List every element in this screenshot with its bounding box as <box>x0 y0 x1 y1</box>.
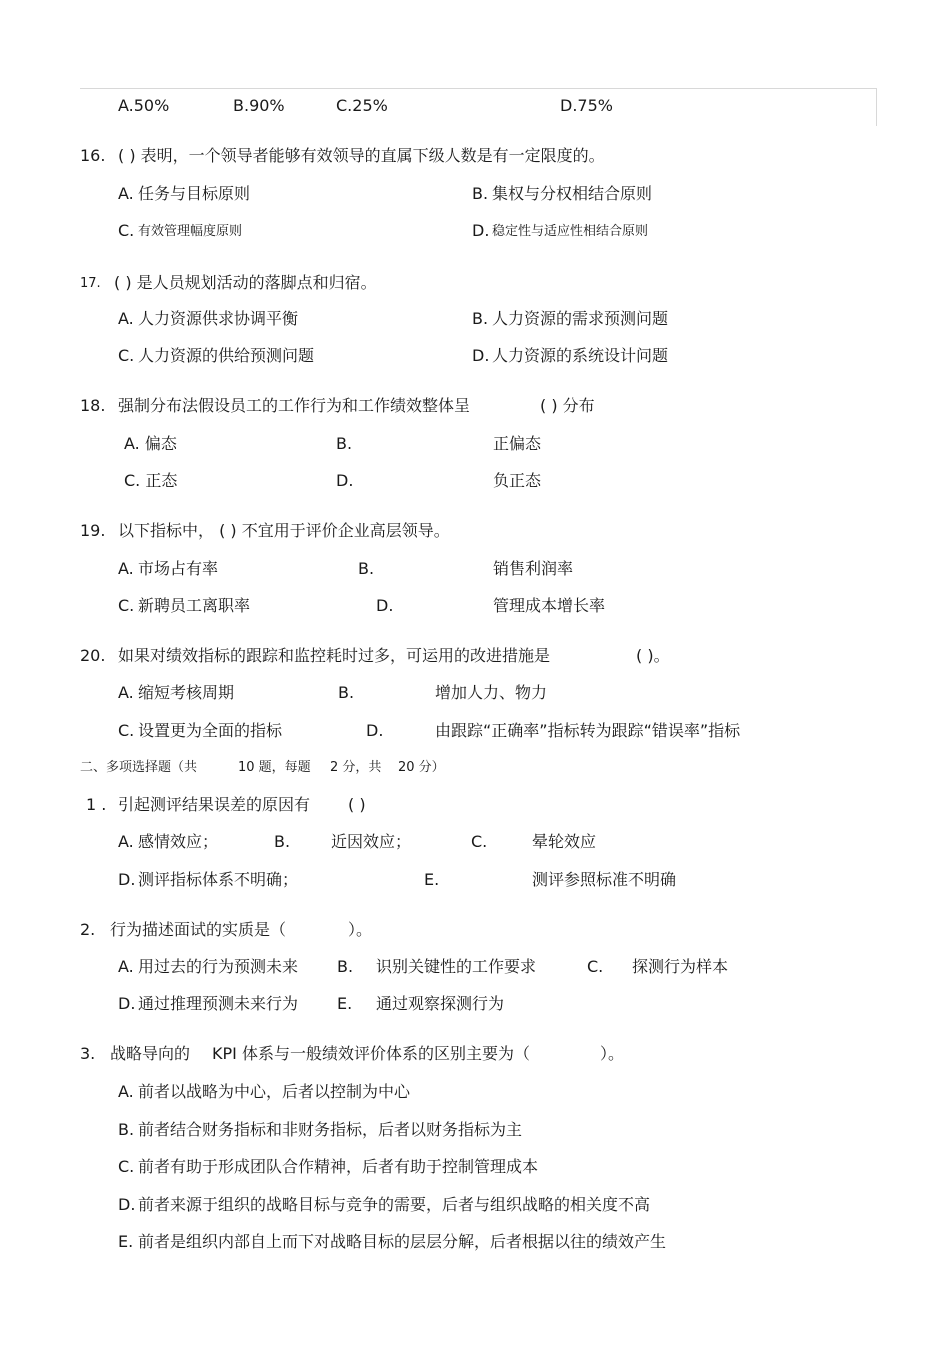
q19-number: 19. <box>80 521 106 540</box>
q16-d-letter: D. <box>472 221 490 240</box>
m3-paren: ）。 <box>600 1044 625 1063</box>
m3-stem-b: KPI 体系与一般绩效评价体系的区别主要为（ <box>212 1044 530 1063</box>
section2-heading-c: 2 分，共 <box>330 760 382 775</box>
m2-number: 2. <box>80 920 96 939</box>
m3-c-text: 前者有助于形成团队合作精神，后者有助于控制管理成本 <box>138 1157 539 1176</box>
q17-a-letter: A. <box>118 309 134 328</box>
m1-number: 1 . <box>86 795 107 814</box>
q17-d-text: 人力资源的系统设计问题 <box>492 346 669 365</box>
q19-c-letter: C. <box>118 596 135 615</box>
q15-option-d: D.75% <box>560 96 613 115</box>
q20-b-letter: B. <box>338 683 355 702</box>
q16-c-text: 有效管理幅度原则 <box>138 224 243 239</box>
m2-b-text: 识别关键性的工作要求 <box>376 957 537 976</box>
q18-option-a: A. 偏态 <box>124 434 177 453</box>
m3-c-letter: C. <box>118 1157 135 1176</box>
m3-b-text: 前者结合财务指标和非财务指标，后者以财务指标为主 <box>138 1120 523 1139</box>
q17-stem: ( ) 是人员规划活动的落脚点和归宿。 <box>114 273 377 292</box>
q20-c-text: 设置更为全面的指标 <box>138 721 283 740</box>
q16-d-text: 稳定性与适应性相结合原则 <box>492 224 649 239</box>
q16-stem: ( ) 表明，一个领导者能够有效领导的直属下级人数是有一定限度的。 <box>118 146 605 165</box>
q18-b-text: 正偏态 <box>493 434 542 453</box>
m2-c-text: 探测行为样本 <box>632 957 729 976</box>
q19-d-letter: D. <box>376 596 394 615</box>
section2-heading-b: 10 题，每题 <box>238 760 311 775</box>
m1-d-letter: D. <box>118 870 136 889</box>
q16-a-text: 任务与目标原则 <box>138 184 251 203</box>
q16-a-letter: A. <box>118 184 134 203</box>
q16-b-text: 集权与分权相结合原则 <box>492 184 653 203</box>
m3-d-letter: D. <box>118 1195 136 1214</box>
q16-c-letter: C. <box>118 221 135 240</box>
q19-b-text: 销售利润率 <box>493 559 574 578</box>
m1-e-letter: E. <box>424 870 440 889</box>
q20-stem: 如果对绩效指标的跟踪和监控耗时过多，可运用的改进措施是 <box>118 646 551 665</box>
q17-c-text: 人力资源的供给预测问题 <box>138 346 315 365</box>
q20-b-text: 增加人力、物力 <box>435 683 548 702</box>
m1-c-letter: C. <box>471 832 488 851</box>
q16-b-letter: B. <box>472 184 489 203</box>
q20-paren: ( )。 <box>636 646 670 665</box>
q18-d-text: 负正态 <box>493 471 542 490</box>
m2-a-text: 用过去的行为预测未来 <box>138 957 299 976</box>
m3-number: 3. <box>80 1044 96 1063</box>
m1-e-text: 测评参照标准不明确 <box>532 870 677 889</box>
m2-d-letter: D. <box>118 994 136 1013</box>
q20-d-letter: D. <box>366 721 384 740</box>
m3-stem-a: 战略导向的 <box>110 1044 191 1063</box>
section2-heading-d: 20 分） <box>398 760 445 775</box>
m1-b-letter: B. <box>274 832 291 851</box>
q20-a-text: 缩短考核周期 <box>138 683 235 702</box>
q15-option-b: B.90% <box>233 96 285 115</box>
m1-a-letter: A. <box>118 832 134 851</box>
q19-stem: 以下指标中， ( ) 不宜用于评价企业高层领导。 <box>118 521 450 540</box>
m1-paren: ( ) <box>348 795 366 814</box>
q19-b-letter: B. <box>358 559 375 578</box>
m3-a-text: 前者以战略为中心，后者以控制为中心 <box>138 1082 411 1101</box>
q17-d-letter: D. <box>472 346 490 365</box>
q20-c-letter: C. <box>118 721 135 740</box>
right-rule <box>876 88 877 126</box>
m1-c-text: 晕轮效应 <box>532 832 597 851</box>
m2-e-text: 通过观察探测行为 <box>376 994 505 1013</box>
m1-a-text: 感情效应； <box>138 832 219 851</box>
q18-paren: ( ) 分布 <box>540 396 595 415</box>
q20-a-letter: A. <box>118 683 134 702</box>
top-rule <box>80 88 877 89</box>
q19-d-text: 管理成本增长率 <box>493 596 606 615</box>
q15-option-c: C.25% <box>336 96 388 115</box>
q15-option-a: A.50% <box>118 96 170 115</box>
q18-b-letter: B. <box>336 434 353 453</box>
m3-e-text: 前者是组织内部自上而下对战略目标的层层分解，后者根据以往的绩效产生 <box>138 1232 667 1251</box>
section2-heading-a: 二、多项选择题（共 <box>80 760 198 775</box>
q18-option-c: C. 正态 <box>124 471 178 490</box>
q16-number: 16. <box>80 146 106 165</box>
m1-stem: 引起测评结果误差的原因有 <box>118 795 311 814</box>
m3-d-text: 前者来源于组织的战略目标与竞争的需要，后者与组织战略的相关度不高 <box>138 1195 651 1214</box>
m2-e-letter: E. <box>337 994 353 1013</box>
m3-b-letter: B. <box>118 1120 135 1139</box>
q17-b-letter: B. <box>472 309 489 328</box>
m2-stem: 行为描述面试的实质是（ <box>110 920 287 939</box>
m1-d-text: 测评指标体系不明确； <box>138 870 299 889</box>
q17-number: 17. <box>80 276 101 291</box>
m2-paren: ）。 <box>348 920 373 939</box>
m2-d-text: 通过推理预测未来行为 <box>138 994 299 1013</box>
q17-b-text: 人力资源的需求预测问题 <box>492 309 669 328</box>
m2-b-letter: B. <box>337 957 354 976</box>
q20-d-text: 由跟踪“正确率”指标转为跟踪“错误率”指标 <box>435 721 741 740</box>
q20-number: 20. <box>80 646 106 665</box>
m2-c-letter: C. <box>587 957 604 976</box>
q18-number: 18. <box>80 396 106 415</box>
q18-stem: 强制分布法假设员工的工作行为和工作绩效整体呈 <box>118 396 471 415</box>
q18-d-letter: D. <box>336 471 354 490</box>
m1-b-text: 近因效应； <box>331 832 412 851</box>
q19-c-text: 新聘员工离职率 <box>138 596 251 615</box>
m3-e-letter: E. <box>118 1232 134 1251</box>
m2-a-letter: A. <box>118 957 134 976</box>
q19-a-letter: A. <box>118 559 134 578</box>
m3-a-letter: A. <box>118 1082 134 1101</box>
q19-a-text: 市场占有率 <box>138 559 219 578</box>
q17-a-text: 人力资源供求协调平衡 <box>138 309 299 328</box>
q17-c-letter: C. <box>118 346 135 365</box>
